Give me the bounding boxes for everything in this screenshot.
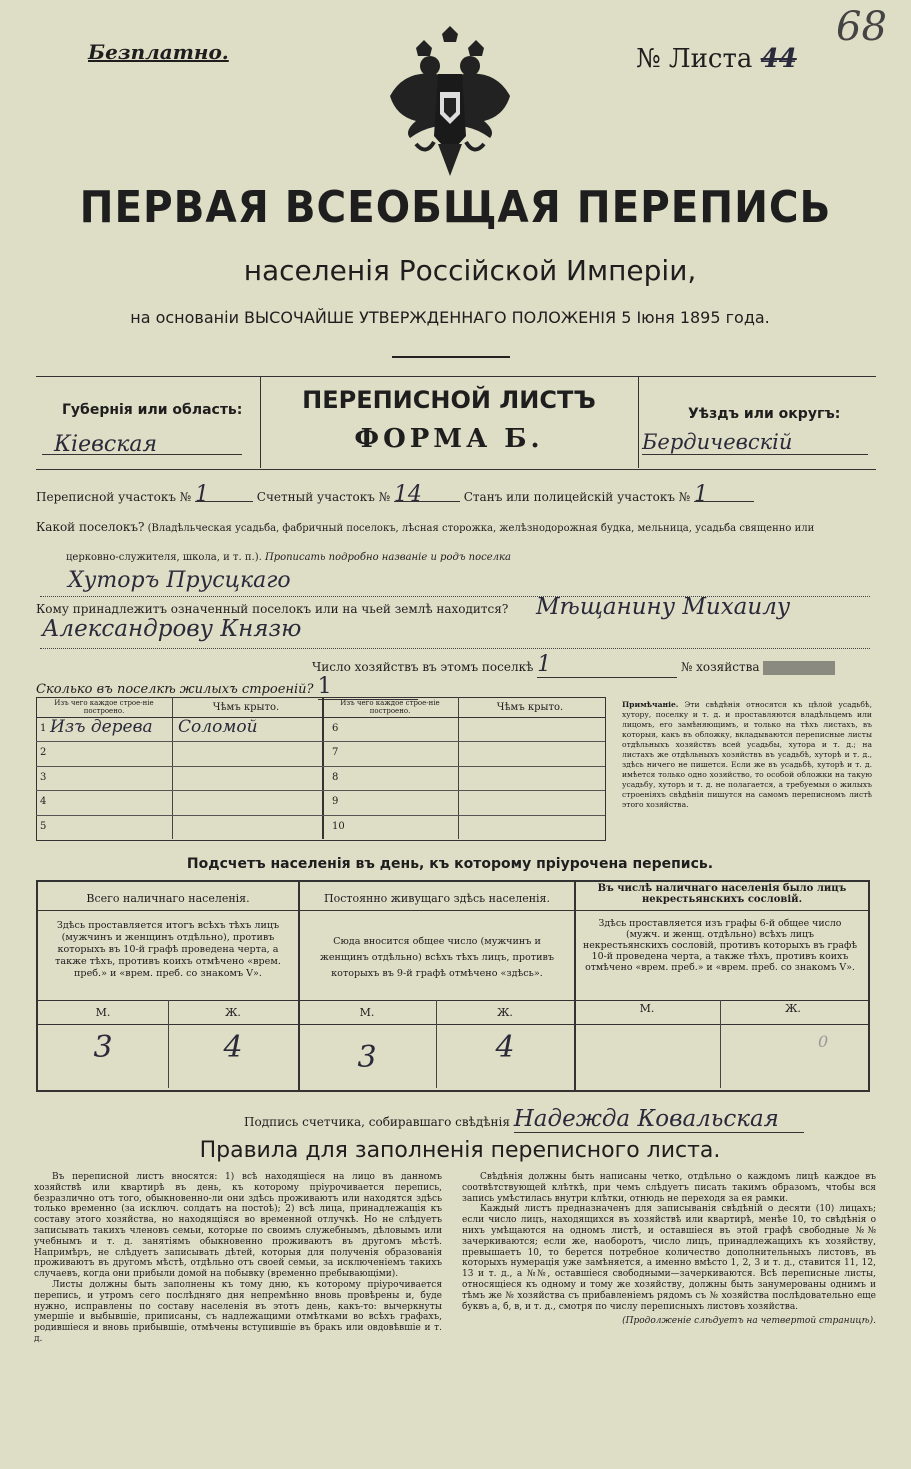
census-basis: на основаніи ВЫСОЧАЙШЕ УТВЕРЖДЕННАГО ПОЛОЖЕНІЯ 5 Іюня 1895 года. (130, 308, 770, 327)
buildings-vline-2 (458, 697, 459, 839)
buildings-row-line (36, 741, 605, 742)
buildings-col-roof: Чѣмъ крыто. (212, 702, 280, 713)
uezd-underline (642, 454, 868, 455)
pop-col1-f-label: Ж. (225, 1006, 241, 1019)
population-title: Подсчетъ населенія въ день, къ которому пріурочена перепись. (186, 856, 714, 872)
census-subtitle: населенія Россійской Имперіи, (243, 254, 697, 287)
buildings-row-line (36, 766, 605, 767)
households-value: 1 (537, 652, 677, 678)
buildings-col-material: Изъ чего каждое строе-ніе построено. (54, 699, 154, 715)
pop-header-line (38, 910, 868, 911)
signature-value: Надежда Ковальская (514, 1106, 804, 1133)
pop-col1-m-value: 3 (93, 1030, 113, 1065)
form-right-vline (638, 376, 639, 468)
signature-label: Подпись счетчика, собиравшаго свѣдѣнія (244, 1115, 510, 1129)
buildings-vline-1 (172, 697, 173, 839)
pop-col2-text: Сюда вносится общее число (мужчинъ и женщинъ отдѣльно) всѣхъ тѣхъ лицъ, противъ которыхъ въ 9-й графѣ отмѣчено «здѣсь». (320, 936, 554, 979)
pop-col2-f-value: 4 (495, 1030, 515, 1065)
sheet-number (636, 44, 797, 74)
census-district-row (36, 482, 876, 507)
settlement-hint: (Владѣльческая усадьба, фабричный поселокъ, лѣсная сторожка, желѣзнодорожная будка, мельница, усадьба священно или (147, 523, 815, 534)
census-title: ПЕРВАЯ ВСЕОБЩАЯ ПЕРЕПИСЬ (79, 182, 832, 233)
sheet-number-label: № Листа (636, 44, 753, 74)
buildings-row-number: 1 (40, 723, 47, 734)
imperial-eagle-icon (386, 26, 514, 182)
settlement-value: Хуторъ Прусцкаго (68, 568, 291, 593)
buildings-row-number: 4 (40, 796, 47, 808)
buildings-row-number-right: 10 (332, 820, 345, 832)
pop-col3-m-label: М. (639, 1002, 655, 1015)
pop-values-line (38, 1024, 868, 1025)
pop-col1-m-label: М. (95, 1006, 111, 1019)
buildings-vline-mid (322, 697, 324, 839)
free-label: Безплатно. (88, 40, 229, 64)
pop-mf-line (38, 1000, 868, 1001)
gubernia-value: Кіевская (54, 432, 158, 457)
buildings-row-material: Изъ дерева (50, 717, 153, 737)
settlement-label: Какой поселокъ? (36, 520, 145, 534)
pop-col3-f-label: Ж. (785, 1002, 801, 1015)
rules-right (462, 1172, 876, 1327)
households-label: Число хозяйствъ въ этомъ поселкѣ (312, 660, 534, 674)
note-text: Эти свѣдѣнія относятся къ цѣлой усадьбѣ, хутору, поселку и т. д. и проставляются владѣльцемъ или лицомъ, его замѣняющимъ, и только на тѣхъ листахъ, въ которыя, какъ въ обложку, вкладываются переписные листы отдѣльныхъ хозяйствъ всей усадьбы, хутора и т. д.; на листахъ же отдѣльныхъ хозяйствъ въ усадьбѣ, хуторѣ и т. д., здѣсь ничего не пишется. Если же въ усадьбѣ, хуторѣ и т. д. имѣется только одно хозяйство, то особой обложки на такую усадьбу, хуторъ и т. д. не полагается, а требуемыя о жилыхъ строеніяхъ свѣдѣнія пишутся на самомъ переписномъ листѣ этого хозяйства. (622, 700, 872, 809)
settlement-hint-2: церковно-служителя, школа, и т. п.). (66, 552, 262, 563)
pop-col3-f-value: 0 (818, 1032, 829, 1051)
pop-col3-title: Въ числѣ наличнаго населенія было лицъ некрестьянскихъ сословій. (597, 883, 847, 905)
rules-right-p1: Свѣдѣнія должны быть написаны четко, отдѣльно о каждомъ лицѣ каждое въ соотвѣтствующей клѣткѣ, при чемъ слѣдуетъ писать такимъ образомъ, чтобы вся запись умѣстилась внутри клѣтки, отнюдь не переходя за ея рамки. (462, 1172, 876, 1204)
owner-value-1: Мѣщанину Михаилу (536, 594, 791, 620)
pop-col2-m-label: М. (359, 1006, 375, 1019)
owner-underline (40, 648, 870, 649)
count-district-value: 14 (394, 488, 460, 502)
gubernia-underline (42, 454, 242, 455)
buildings-row-number: 5 (40, 820, 47, 832)
form-name: ФОРМА Б. (354, 424, 544, 454)
pop-col2-title: Постоянно живущаго здѣсь населенія. (324, 892, 550, 905)
buildings-row-number: 2 (40, 747, 47, 759)
buildings-label: Сколько въ поселкѣ жилыхъ строеній? (36, 682, 314, 697)
form-title: ПЕРЕПИСНОЙ ЛИСТЪ (302, 386, 596, 414)
owner-label: Кому принадлежитъ означенный поселокъ или на чьей землѣ находится? (36, 602, 509, 616)
buildings-col-material-2: Изъ чего каждое строе-ніе построено. (340, 699, 440, 715)
census-district-value: 1 (195, 488, 253, 502)
settlement-row (36, 520, 876, 534)
settlement-row-2 (66, 552, 666, 563)
stan-label: Станъ или полицейскій участокъ № (463, 490, 691, 504)
rules-left-p2: Листы должны быть заполнены къ тому дню, къ которому пріурочивается перепись, и утромъ сего послѣдняго дня непремѣнно вновь провѣрены и, буде нужно, исправлены по составу населенія въ этотъ день, какъ-то: вычеркнуты умершіе и выбывшіе, приписаны, съ надлежащими отмѣтками во всѣхъ графахъ, родившіеся и вновь прибывшіе, отмѣчены вступившіе въ бракъ или овдовѣвшіе и т. д. (34, 1279, 442, 1344)
pop-col1-text: Здѣсь проставляется итогъ всѣхъ тѣхъ лицъ (мужчинъ и женщинъ отдѣльно), противъ которыхъ въ 10-й графѣ проведена черта, а также тѣхъ, противъ коихъ отмѣчено «врем. преб.» и «врем. преб. со знакомъ V». (55, 920, 281, 979)
buildings-row-number-right: 9 (332, 796, 339, 808)
buildings-row-number: 3 (40, 771, 47, 783)
pop-col2-m-value: 3 (357, 1040, 377, 1075)
note-title: Примѣчаніе. (622, 700, 679, 709)
pop-col3-text: Здѣсь проставляется изъ графы 6-й общее число (мужч. и женщ. отдѣльно) всѣхъ лицъ некрестьянскихъ сословій, противъ которыхъ въ графѣ 10-й проведена черта, а также тѣхъ, противъ коихъ отмѣчено «врем. преб.» и «врем. преб. со знакомъ V». (582, 918, 858, 973)
buildings-row-number-right: 7 (332, 747, 339, 759)
rules-left-p1: Въ переписной листъ вносятся: 1) всѣ находящіеся на лицо въ данномъ хозяйствѣ или квартирѣ въ день, къ которому пріурочивается перепись, безразлично отъ того, обыкновенно-ли они здѣсь проживаютъ или находятся здѣсь только временно (за исключ. солдатъ на постоѣ); 2) всѣ лица, принадлежащія къ составу этого хозяйства, но находящіяся во временной отлучкѣ. Но не слѣдуетъ записывать такихъ членовъ семьи, которые по своимъ служебнымъ, дѣловымъ или учебнымъ и т. д. занятіямъ обыкновенно проживаютъ въ другомъ мѣстѣ. Напримѣръ, не слѣдуетъ записывать дѣтей, которыя для полученія образованія проживаютъ въ другомъ мѣстѣ, отдѣльно отъ своей семьи, за исключеніемъ такихъ случаевъ, когда они прибыли домой на побывку (временно пребывающіми). (34, 1172, 442, 1280)
pop-vline-2 (574, 880, 576, 1090)
buildings-col-roof-2: Чѣмъ крыто. (496, 702, 564, 713)
stan-value: 1 (694, 488, 754, 502)
rules-left (34, 1172, 442, 1345)
rules-right-p2: Каждый листъ предназначенъ для записыванія свѣдѣній о десяти (10) лицахъ; если число лицъ, находящихся въ хозяйствѣ или квартирѣ, менѣе 10, то свѣдѣнія о нихъ умѣщаются на одномъ листѣ, и оставшіеся въ этой графѣ свободные №№ зачеркиваются; если же, наоборотъ, число лицъ, принадлежащихъ къ хозяйству, превышаетъ 10, то берется потребное количество дополнительныхъ листовъ, въ которыхъ нумерація уже замѣняется, а именно вмѣсто 1, 2, 3 и т. д., ставится 11, 12, 13 и т. д., а №№, оставшіеся свободными—зачеркиваются. Всѣ переписные листы, относящіеся къ одному и тому же хозяйству, должны быть занумерованы однимъ и тѣмъ же № хозяйства съ прибавленіемъ рядомъ съ № хозяйства послѣдовательно еще буквъ а, б, в, и т. д., смотря по числу переписныхъ листовъ хозяйства. (462, 1204, 876, 1312)
pop-col1-f-value: 4 (223, 1030, 243, 1065)
buildings-row-number-right: 6 (332, 723, 339, 734)
owner-value-2: Александрову Князю (42, 616, 302, 642)
buildings-row-number-right: 8 (332, 771, 339, 783)
household-no-label: № хозяйства (680, 660, 760, 674)
rules-title: Правила для заполненія переписного листа. (199, 1138, 721, 1163)
title-divider (392, 356, 510, 358)
gubernia-label: Губернія или область: (62, 402, 243, 418)
sheet-number-value: 44 (760, 44, 797, 74)
buildings-value: 1 (318, 674, 418, 700)
signature-row (244, 1106, 804, 1133)
uezd-value: Бердичевскій (642, 430, 793, 454)
census-district-label: Переписной участокъ № (36, 490, 192, 504)
rules-continuation: (Продолженіе слѣдуетъ на четвертой страницѣ). (622, 1316, 876, 1327)
note (622, 700, 872, 810)
buildings-row-line (36, 815, 605, 816)
pop-col2-f-label: Ж. (497, 1006, 513, 1019)
count-district-label: Счетный участокъ № (256, 490, 391, 504)
corner-number: 68 (836, 4, 887, 50)
buildings-row-line (36, 790, 605, 791)
buildings-row-roof: Соломой (178, 717, 258, 737)
settlement-instruction: Прописать подробно названіе и родъ поселка (264, 552, 511, 563)
form-left-vline (260, 376, 261, 468)
pop-col1-title: Всего наличнаго населенія. (86, 892, 250, 905)
uezd-label: Уѣздъ или округъ: (688, 406, 841, 422)
household-no-box (763, 661, 835, 675)
